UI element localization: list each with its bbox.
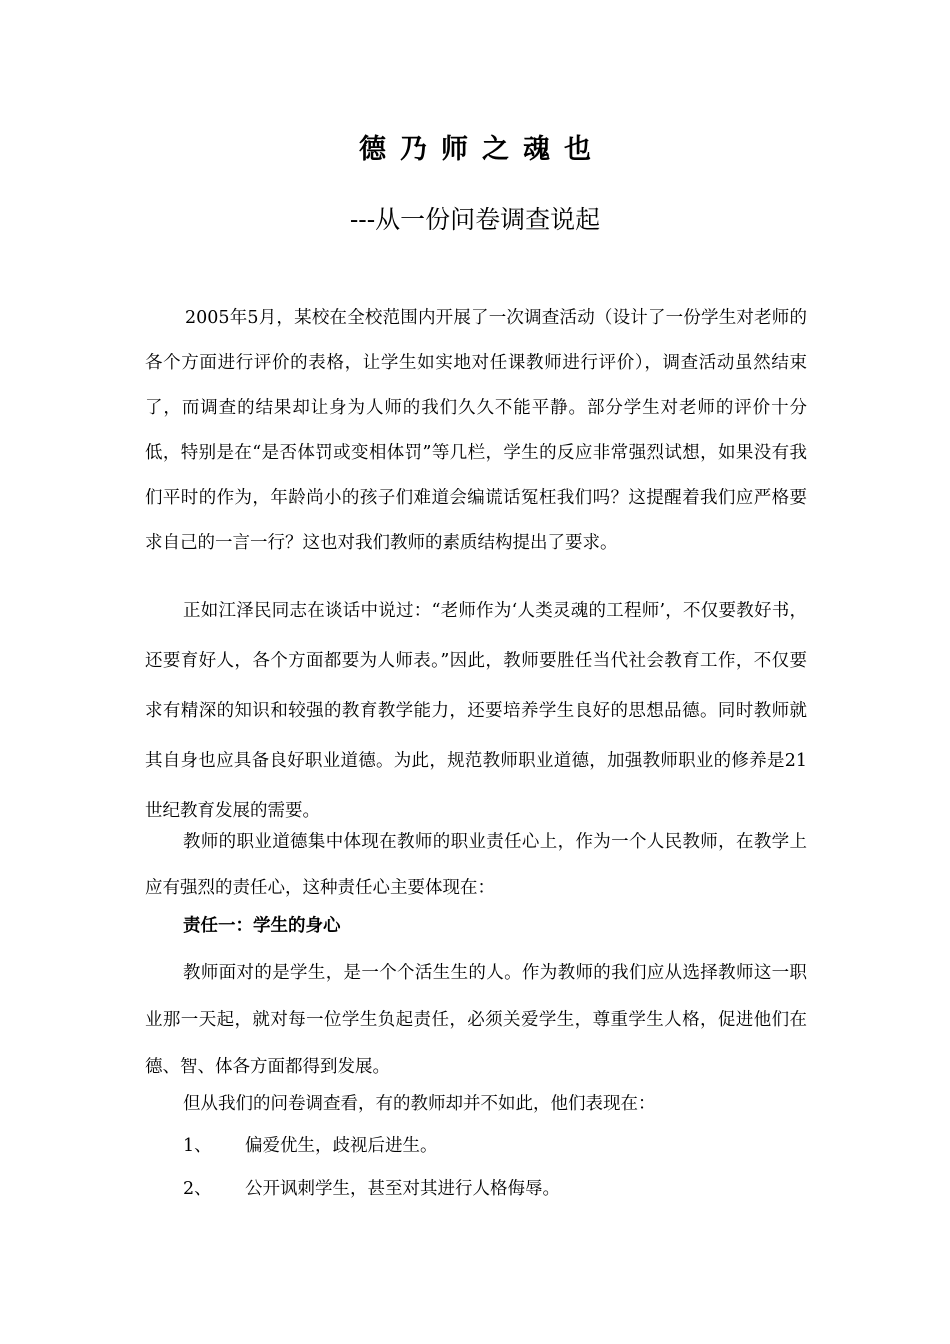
paragraph-students: 教师面对的是学生，是一个个活生生的人。作为教师的我们应从选择教师这一职业那一天起，就对每一位学生负起责任，必须关爱学生，尊重学生人格，促进他们在德、智、体各方面都得到发展。 (145, 963, 807, 1077)
paragraph-survey: 2005年5月，某校在全校范围内开展了一次调查活动（设计了一份学生对老师的各个方面进行评价的表格，让学生如实地对任课教师进行评价），调查活动虽然结束了，而调查的结果却让身为人师的我们久久不能平静。部分学生对老师的评价十分低，特别是在“是否体罚或变相体罚”等几栏，学生的反应非常强烈试想，如果没有我们平时的作为，年龄尚小的孩子们难道会编谎话冤枉我们吗？这提醒着我们应严格要求自己的一言一行？这也对我们教师的素质结构提出了要求。 (145, 308, 807, 553)
list-item-number: 1、 (183, 1136, 212, 1156)
paragraph-quote: 正如江泽民同志在谈话中说过：“老师作为‘人类灵魂的工程师’，不仅要教好书，还要育好人，各个方面都要为人师表。”因此，教师要胜任当代社会教育工作，不仅要求有精深的知识和较强的教育教学能力，还要培养学生良好的思想品德。同时教师就其自身也应具备良好职业道德。为此，规范教师职业道德，加强教师职业的修养是21世纪教育发展的需要。 (145, 601, 807, 821)
paragraph-survey-result: 但从我们的问卷调查看，有的教师却并不如此，他们表现在： (183, 1094, 656, 1114)
document-title: 德乃师之魂也 (359, 134, 605, 165)
section-heading: 责任一：学生的身心 (183, 916, 341, 936)
list-item (183, 1169, 560, 1209)
list-item-number: 2、 (183, 1179, 212, 1199)
list-item-text: 偏爱优生，歧视后进生。 (245, 1136, 438, 1156)
document-subtitle: ---从一份问卷调查说起 (349, 205, 601, 234)
list-item-text: 公开讽刺学生，甚至对其进行人格侮辱。 (245, 1179, 560, 1199)
paragraph-responsibility: 教师的职业道德集中体现在教师的职业责任心上，作为一个人民教师，在教学上应有强烈的责任心，这种责任心主要体现在： (145, 832, 807, 898)
list-item (183, 1126, 438, 1166)
